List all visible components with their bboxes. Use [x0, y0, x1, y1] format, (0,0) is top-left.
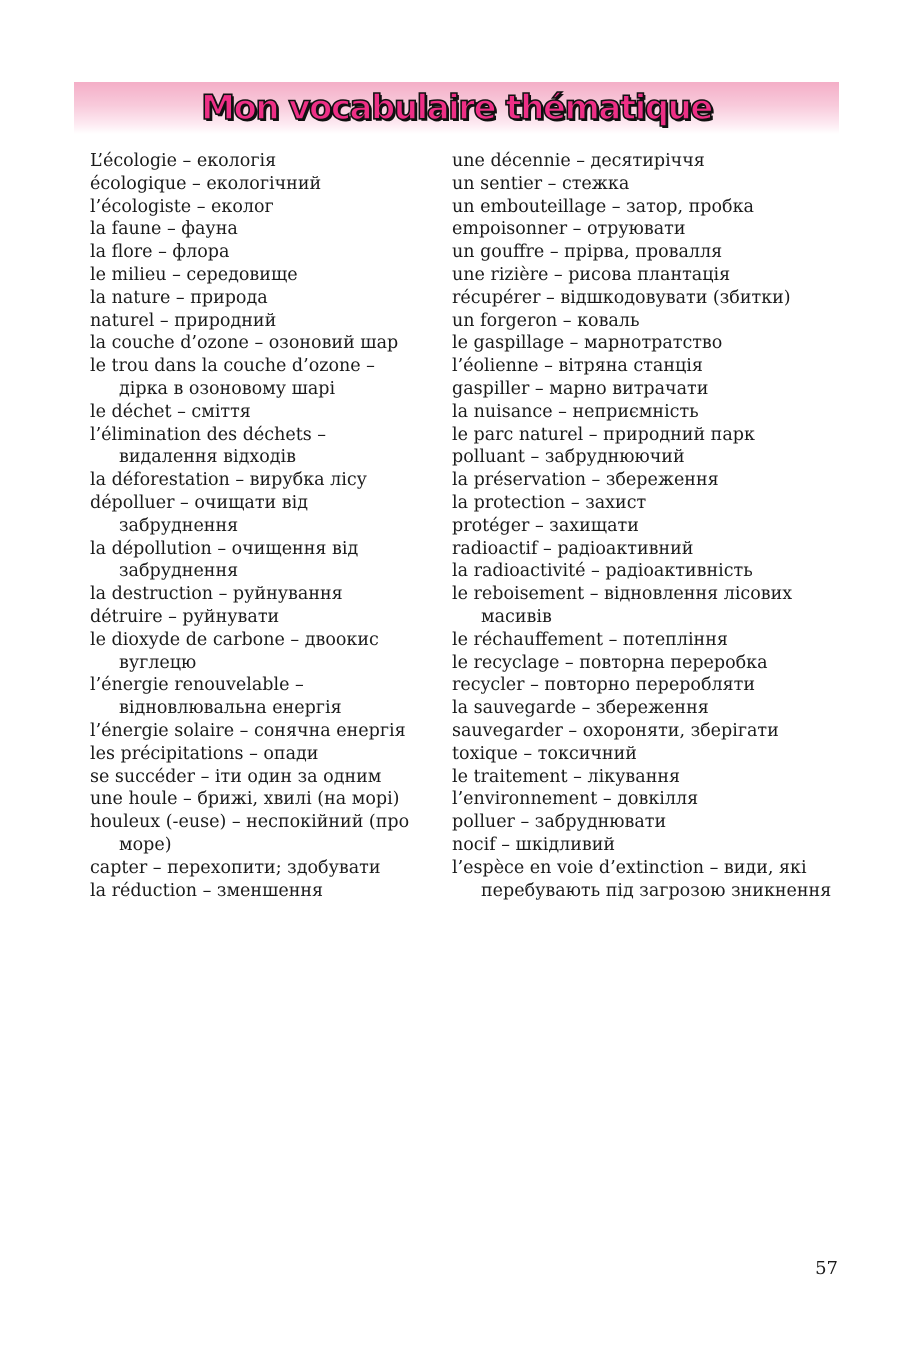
- vocabulary-entry: [90, 310, 430, 333]
- vocabulary-entry-text: naturel – природний: [90, 310, 277, 331]
- vocabulary-entry-text: l’élimination des déchets –: [90, 424, 327, 445]
- vocabulary-entry: [90, 492, 430, 538]
- vocabulary-entry-continuation: перебувають під загрозою зникнення: [481, 880, 832, 901]
- vocabulary-entry: [452, 218, 842, 241]
- vocabulary-entry: [90, 811, 430, 857]
- vocabulary-entry-text: le déchet – сміття: [90, 401, 251, 422]
- vocabulary-entry: [452, 538, 842, 561]
- vocabulary-entry-text: la destruction – руйнування: [90, 584, 343, 605]
- vocabulary-entry-text: la faune – фауна: [90, 219, 238, 240]
- vocabulary-entry-text: écologique – екологічний: [90, 173, 322, 194]
- vocabulary-entry-text: se succéder – іти один за одним: [90, 766, 382, 787]
- vocabulary-entry-text: polluant – забруднюючий: [452, 447, 685, 468]
- vocabulary-entry-text: le recyclage – повторна переробка: [452, 652, 768, 673]
- vocabulary-entry: [90, 150, 430, 173]
- vocabulary-entry: [90, 424, 430, 470]
- vocabulary-entry-text: nocif – шкідливий: [452, 834, 616, 855]
- vocabulary-entry: [90, 355, 430, 401]
- vocabulary-entry-text: l’énergie solaire – сонячна енергія: [90, 720, 406, 741]
- vocabulary-entry-text: la nature – природа: [90, 287, 268, 308]
- vocabulary-entry: [90, 469, 430, 492]
- vocabulary-entry-text: le milieu – середовище: [90, 264, 298, 285]
- vocabulary-entry-text: un forgeron – коваль: [452, 310, 640, 331]
- vocabulary-entry-text: les précipitations – опади: [90, 743, 319, 764]
- vocabulary-entry: [90, 332, 430, 355]
- vocabulary-entry: [452, 834, 842, 857]
- vocabulary-entry: [452, 652, 842, 675]
- vocabulary-entry-text: polluer – забруднювати: [452, 812, 667, 833]
- vocabulary-entry-text: l’énergie renouvelable –: [90, 675, 304, 696]
- vocabulary-entry: [452, 401, 842, 424]
- page-number: 57: [815, 1258, 838, 1279]
- vocabulary-entry: [452, 264, 842, 287]
- vocabulary-entry-text: toxique – токсичний: [452, 743, 637, 764]
- vocabulary-entry: [452, 857, 842, 903]
- vocabulary-entry: [452, 583, 842, 629]
- vocabulary-entry: [90, 720, 430, 743]
- vocabulary-entry-continuation: забруднення: [119, 515, 239, 536]
- vocabulary-entry-text: la flore – флора: [90, 242, 230, 263]
- vocabulary-entry-text: la protection – захист: [452, 492, 647, 513]
- vocabulary-entry-continuation: видалення відходів: [119, 447, 296, 468]
- vocabulary-entry-text: la nuisance – неприємність: [452, 401, 699, 422]
- vocabulary-entry: [452, 446, 842, 469]
- vocabulary-entry: [90, 857, 430, 880]
- vocabulary-entry: [452, 788, 842, 811]
- vocabulary-entry-continuation: вуглецю: [119, 652, 197, 673]
- vocabulary-entry: [90, 264, 430, 287]
- vocabulary-entry-text: empoisonner – отруювати: [452, 219, 686, 240]
- vocabulary-entry-text: l’environnement – довкілля: [452, 789, 699, 810]
- vocabulary-entry-text: une décennie – десятиріччя: [452, 151, 705, 171]
- vocabulary-entry: [452, 355, 842, 378]
- vocabulary-entry: [90, 629, 430, 675]
- vocabulary-entry-text: la déforestation – вирубка лісу: [90, 470, 367, 491]
- vocabulary-entry: [452, 173, 842, 196]
- vocabulary-entry-text: protéger – захищати: [452, 515, 639, 536]
- vocabulary-entry: [452, 332, 842, 355]
- vocabulary-entry: [452, 560, 842, 583]
- vocabulary-entry-text: l’écologiste – еколог: [90, 196, 274, 217]
- vocabulary-entry-text: un gouffre – прірва, провалля: [452, 242, 723, 263]
- vocabulary-entry-text: le dioxyde de carbone – двоокис: [90, 629, 379, 650]
- vocabulary-entry-text: la réduction – зменшення: [90, 880, 324, 901]
- vocabulary-column-left: [90, 150, 430, 902]
- page-title: Mon vocabulaire thématique: [201, 88, 712, 128]
- vocabulary-entry-text: la préservation – збереження: [452, 470, 719, 491]
- vocabulary-entry: [452, 674, 842, 697]
- vocabulary-entry: [452, 720, 842, 743]
- vocabulary-entry-text: récupérer – відшкодовувати (збитки): [452, 287, 791, 308]
- vocabulary-entry-text: la sauvegarde – збереження: [452, 698, 709, 719]
- vocabulary-entry-text: le reboisement – відновлення лісових: [452, 584, 793, 605]
- vocabulary-entry-text: dépolluer – очищати від: [90, 492, 308, 513]
- vocabulary-entry-text: le réchauffement – потепління: [452, 629, 728, 650]
- vocabulary-entry: [90, 583, 430, 606]
- vocabulary-entry: [452, 424, 842, 447]
- vocabulary-entry: [452, 743, 842, 766]
- vocabulary-entry-text: la couche d’ozone – озоновий шар: [90, 333, 399, 354]
- vocabulary-entry: [90, 880, 430, 903]
- vocabulary-entry: [452, 378, 842, 401]
- vocabulary-entry-text: le trou dans la couche d’ozone –: [90, 356, 375, 377]
- vocabulary-entry-continuation: дірка в озоновому шарі: [119, 378, 336, 399]
- vocabulary-column-right: [452, 150, 842, 902]
- vocabulary-entry: [452, 766, 842, 789]
- vocabulary-entry: [452, 515, 842, 538]
- vocabulary-entry: [90, 538, 430, 584]
- vocabulary-entry: [452, 811, 842, 834]
- vocabulary-entry-text: houleux (-euse) – неспокійний (про: [90, 812, 410, 833]
- vocabulary-entry: [452, 150, 842, 173]
- vocabulary-entry-text: l’espèce en voie d’extinction – види, які: [452, 857, 807, 878]
- vocabulary-entry: [90, 173, 430, 196]
- vocabulary-entry: [90, 401, 430, 424]
- vocabulary-entry: [90, 674, 430, 720]
- vocabulary-entry-text: le gaspillage – марнотратство: [452, 333, 723, 354]
- vocabulary-entry-text: une rizière – рисова плантація: [452, 264, 731, 285]
- vocabulary-entry: [452, 287, 842, 310]
- vocabulary-entry-text: le parc naturel – природний парк: [452, 424, 755, 445]
- vocabulary-entry-text: gaspiller – марно витрачати: [452, 378, 709, 399]
- vocabulary-entry-text: sauvegarder – охороняти, зберігати: [452, 720, 779, 741]
- vocabulary-entry-text: la dépollution – очищення від: [90, 538, 359, 559]
- vocabulary-entry: [90, 287, 430, 310]
- vocabulary-entry-text: une houle – брижі, хвилі (на морі): [90, 789, 400, 810]
- vocabulary-entry-text: capter – перехопити; здобувати: [90, 857, 381, 878]
- vocabulary-entry: [90, 196, 430, 219]
- vocabulary-entry-text: L’écologie – екологія: [90, 151, 277, 171]
- vocabulary-entry: [452, 241, 842, 264]
- vocabulary-entry: [452, 492, 842, 515]
- vocabulary-entry-text: la radioactivité – радіоактивність: [452, 561, 753, 582]
- vocabulary-entry-text: un sentier – стежка: [452, 173, 630, 194]
- vocabulary-entry: [90, 218, 430, 241]
- vocabulary-entry-text: radioactif – радіоактивний: [452, 538, 694, 559]
- vocabulary-entry-text: recycler – повторно переробляти: [452, 675, 755, 696]
- vocabulary-entry: [452, 697, 842, 720]
- vocabulary-entry-text: le traitement – лікування: [452, 766, 681, 787]
- vocabulary-entry: [90, 241, 430, 264]
- vocabulary-entry: [90, 766, 430, 789]
- vocabulary-entry: [452, 469, 842, 492]
- vocabulary-entry-text: un embouteillage – затор, пробка: [452, 196, 754, 217]
- vocabulary-entry-continuation: відновлювальна енергія: [119, 698, 342, 719]
- vocabulary-entry: [90, 606, 430, 629]
- vocabulary-entry-text: l’éolienne – вітряна станція: [452, 356, 703, 377]
- vocabulary-entry-continuation: забруднення: [119, 561, 239, 582]
- vocabulary-entry: [90, 743, 430, 766]
- vocabulary-entry: [452, 310, 842, 333]
- title-banner: [74, 82, 839, 134]
- vocabulary-entry-continuation: море): [119, 834, 172, 855]
- vocabulary-entry: [90, 788, 430, 811]
- vocabulary-entry: [452, 629, 842, 652]
- vocabulary-entry-continuation: масивів: [481, 606, 552, 627]
- vocabulary-entry-text: détruire – руйнувати: [90, 606, 280, 627]
- vocabulary-entry: [452, 196, 842, 219]
